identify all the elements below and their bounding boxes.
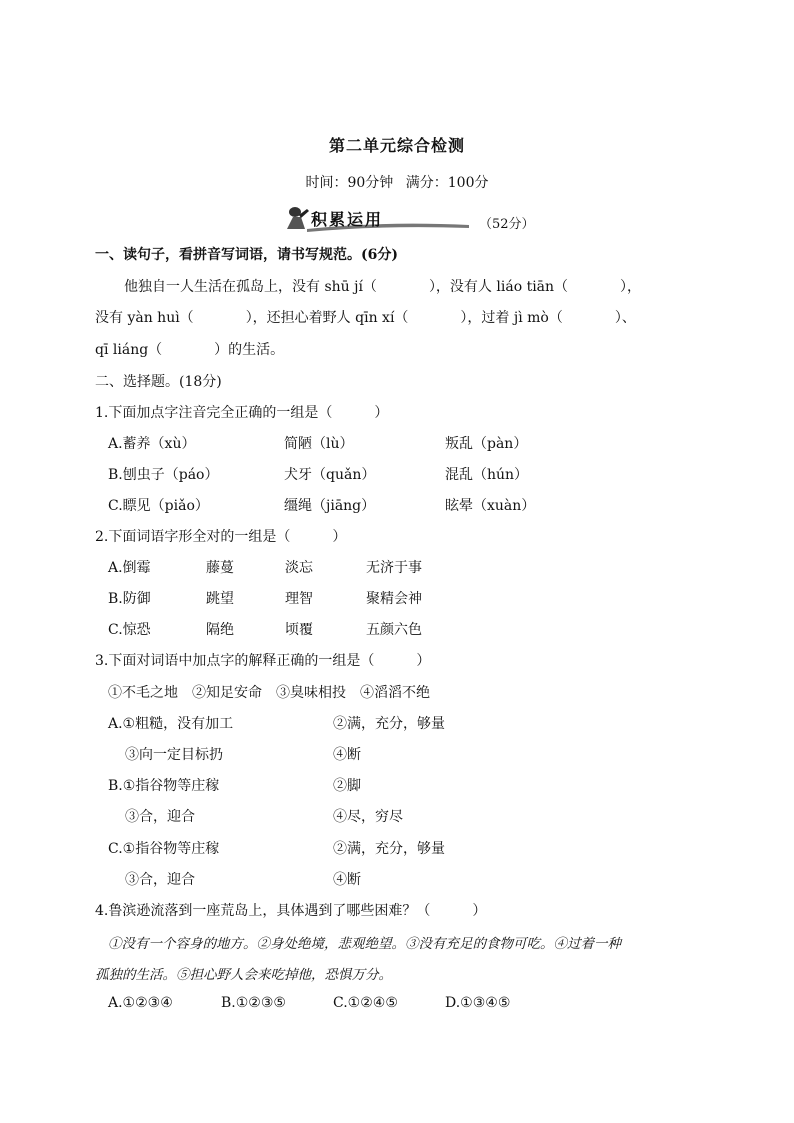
q2-4-option-a: A.①②③④ (108, 995, 173, 1011)
q2-4-option-c: C.①②④⑤ (333, 995, 398, 1011)
text-segment: qī liáng（ (95, 342, 163, 358)
q2-1-option-a-word-2: 简陋（lù） (284, 436, 354, 452)
q2-2-option-b-word-1: B.防御 (108, 591, 151, 607)
text-segment: ），没有人 liáo tiān（ (428, 279, 569, 295)
text-segment: ），还担心着野人 qīn xí（ (245, 310, 409, 326)
q2-4-text-line-1: ①没有一个容身的地方。②身处绝境，悲观绝望。③没有充足的食物可吃。④过着一种 (108, 936, 621, 952)
q2-2-option-b-word-3: 理智 (285, 591, 313, 607)
q2-2-option-c-word-3: 顷覆 (285, 622, 313, 638)
q2-3-option-c-part-2: ②满，充分，够量 (333, 841, 445, 857)
q2-2-option-b-word-4: 聚精会神 (366, 591, 422, 607)
text-segment: ）的生活。 (214, 342, 285, 358)
q2-heading: 二、选择题。(18分) (95, 374, 222, 390)
q2-4-text-line-2: 孤独的生活。⑤担心野人会来吃掉他，恐惧万分。 (95, 967, 392, 983)
q2-3-option-b-part-2: ②脚 (333, 778, 361, 794)
q2-4-option-d: D.①③④⑤ (445, 995, 511, 1011)
q2-2-option-a-word-3: 淡忘 (285, 560, 313, 576)
exam-info (0, 172, 794, 192)
q2-1-option-a-word-3: 叛乱（pàn） (445, 436, 528, 452)
q1-heading: 一、读句子，看拼音写词语，请书写规范。(6分) (95, 247, 398, 263)
q2-3-words: ①不毛之地 ②知足安命 ③臭味相投 ④滔滔不绝 (108, 685, 430, 701)
q2-3-option-c-part-3: ③合，迎合 (125, 872, 195, 888)
q2-1-option-a-word-1: A.蓄养（xù） (108, 436, 196, 452)
q2-2-option-a-word-1: A.倒霉 (108, 560, 151, 576)
q2-3-option-c-part-1: C.①指谷物等庄稼 (108, 841, 220, 857)
q2-2-option-c-word-1: C.惊恐 (108, 622, 151, 638)
q1-line-2 (95, 307, 636, 327)
section-banner (283, 203, 543, 233)
q2-2-option-a-word-4: 无济于事 (366, 560, 422, 576)
exam-time: 时间：90分钟 (305, 175, 394, 191)
q2-1-question: 1.下面加点字注音完全正确的一组是（ ） (95, 405, 389, 421)
q1-line-1 (124, 276, 641, 296)
text-segment: ），过着 jì mò（ (460, 310, 563, 326)
exam-full-score: 满分：100分 (405, 175, 489, 191)
text-segment: ）、 (614, 310, 636, 326)
q2-1-option-b-word-3: 混乱（hún） (445, 467, 529, 483)
q2-4-question: 4.鲁滨逊流落到一座荒岛上，具体遇到了哪些困难？（ ） (95, 903, 487, 919)
text-segment: ）， (620, 279, 642, 295)
text-segment: 没有 yàn huì（ (95, 310, 194, 326)
q2-3-option-b-part-3: ③合，迎合 (125, 809, 195, 825)
q2-2-option-b-word-2: 跳望 (206, 591, 234, 607)
q2-2-question: 2.下面词语字形全对的一组是（ ） (95, 529, 347, 545)
q2-3-question: 3.下面对词语中加点字的解释正确的一组是（ ） (95, 653, 431, 669)
q2-3-option-a-part-2: ②满，充分，够量 (333, 716, 445, 732)
q2-2-option-a-word-2: 藤蔓 (206, 560, 234, 576)
q2-2-option-c-word-2: 隔绝 (206, 622, 234, 638)
q2-3-option-a-part-3: ③向一定目标扔 (125, 747, 223, 763)
text-segment: 他独自一人生活在孤岛上，没有 shū jí（ (124, 279, 377, 295)
q2-1-option-c-word-3: 眩晕（xuàn） (445, 498, 536, 514)
q2-1-option-c-word-1: C.瞟见（piǎo） (108, 498, 209, 514)
q2-3-option-c-part-4: ④断 (333, 872, 361, 888)
section-title: 积累运用 (311, 210, 384, 229)
q1-line-3 (95, 339, 284, 359)
q2-3-option-b-part-4: ④尽，穷尽 (333, 809, 403, 825)
q2-1-option-b-word-2: 犬牙（quǎn） (284, 467, 376, 483)
q2-1-option-c-word-2: 缰绳（jiāng） (284, 498, 376, 514)
q2-3-option-a-part-1: A.①粗糙，没有加工 (108, 716, 234, 732)
q2-4-option-b: B.①②③⑤ (221, 995, 286, 1011)
q2-3-option-b-part-1: B.①指谷物等庄稼 (108, 778, 220, 794)
section-score: （52分） (479, 217, 535, 232)
page-title: 第二单元综合检测 (328, 136, 465, 155)
q2-2-option-c-word-4: 五颜六色 (366, 622, 422, 638)
q2-1-option-b-word-1: B.刨虫子（páo） (108, 467, 219, 483)
q2-3-option-a-part-4: ④断 (333, 747, 361, 763)
